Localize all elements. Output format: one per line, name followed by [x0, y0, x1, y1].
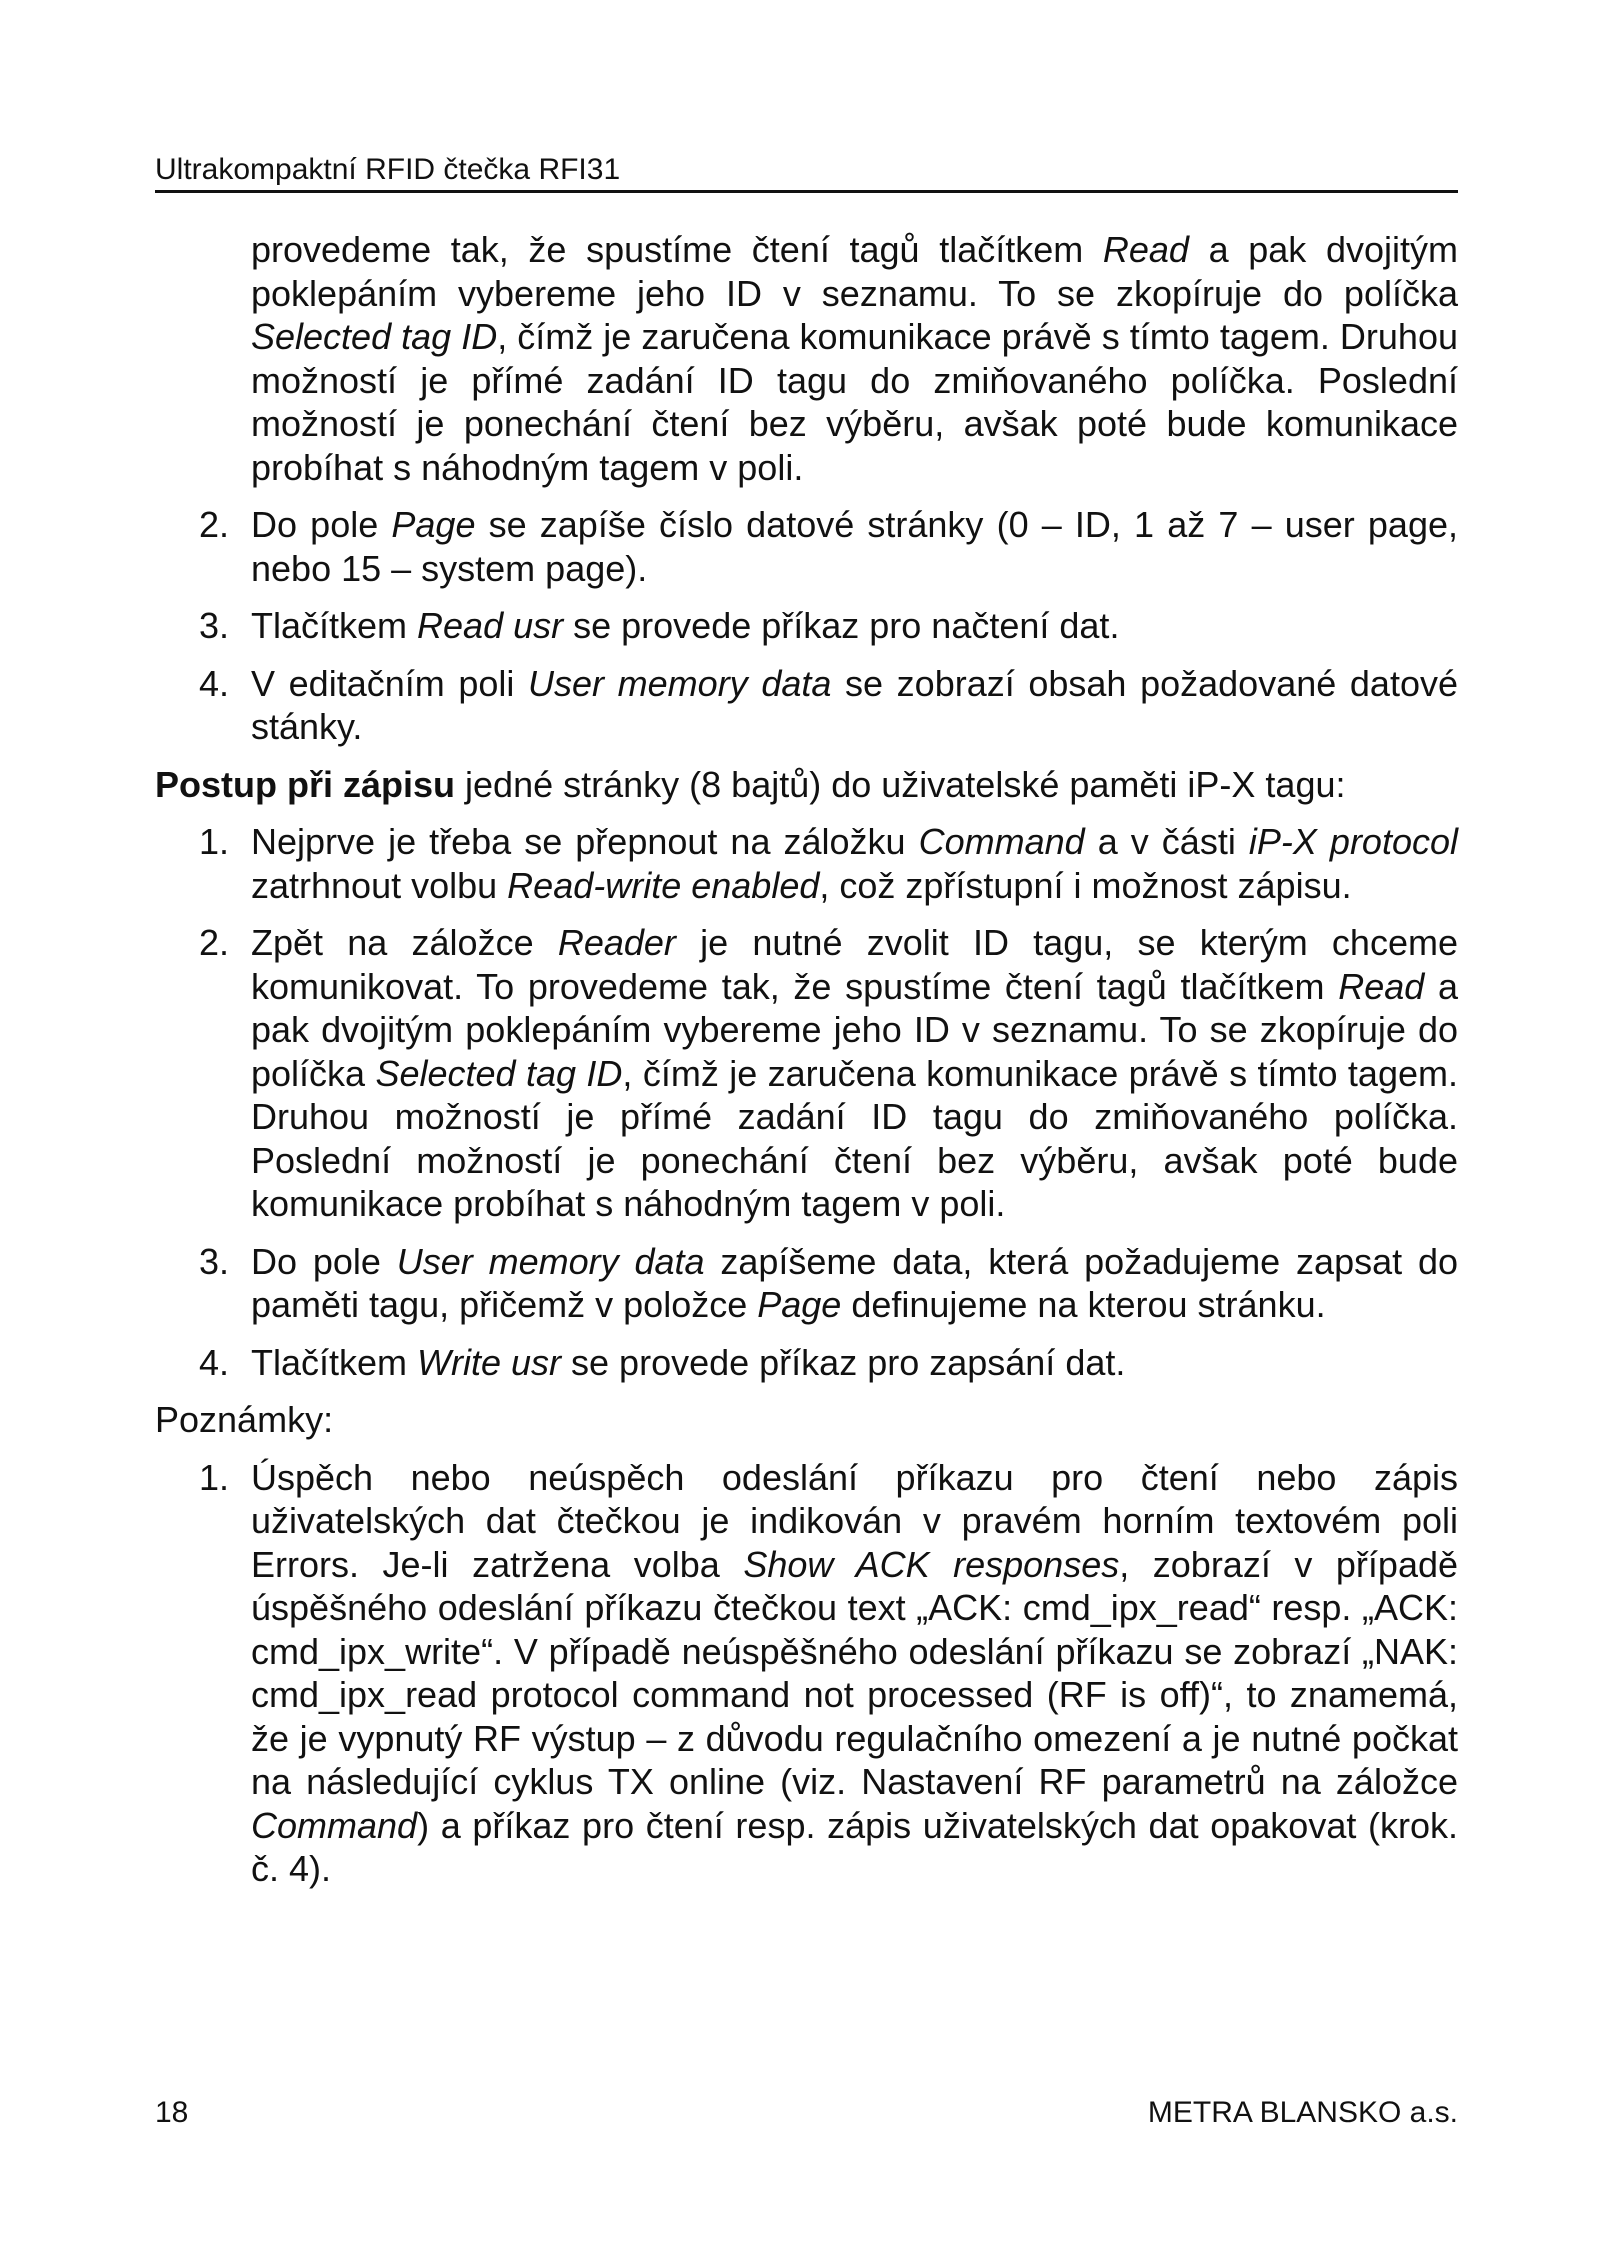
text-span: , čímž je zaručena komunikace právě s tímto tagem. Druhou možností je přímé zadání ID tagu do zmiňovaného políčka. Poslední možností je ponechání čtení bez výběru, avšak poté bude komunikace probíhat s náhodným tagem v poli. — [251, 1052, 1458, 1224]
list-item-write-step-1 — [155, 820, 1458, 907]
text-span: Tlačítkem — [251, 1341, 418, 1383]
italic-term: Selected tag ID — [375, 1052, 623, 1094]
text-span: Do pole — [251, 1240, 397, 1282]
italic-term: Read — [1338, 965, 1425, 1007]
text-span: Do pole — [251, 504, 392, 545]
list-number: 1. — [199, 821, 230, 862]
notes-heading: Poznámky: — [155, 1399, 334, 1440]
list-number: 2. — [199, 504, 230, 545]
text-span: se provede příkaz pro načtení dat. — [563, 605, 1120, 646]
italic-term: Read-write enabled — [507, 864, 820, 906]
text-span: , zobrazí v případě úspěšného odeslání příkazu čtečkou text „ACK: cmd_ipx_read“ resp. „ACK: cmd_ipx_write“. V případě neúspěšného odeslání příkazu se zobrazí „NAK: cmd_ipx_read protocol command not processed (RF is off)“, to znamemá, že je vypnutý RF výstup – z důvodu regulačního omezení a je nutné počkat na následující cyklus TX online (viz. Nastavení RF parametrů na záložce — [251, 1543, 1459, 1802]
continued-step-paragraph — [251, 228, 1458, 489]
text-span: a pak dvojitým poklepáním vybereme jeho ID v seznamu. To se zkopíruje do políčka — [251, 965, 1458, 1094]
text-span: Nejprve je třeba se přepnout na záložku — [251, 821, 919, 862]
italic-term: Reader — [557, 922, 676, 963]
text-span: definujeme na kterou stránku. — [841, 1284, 1326, 1325]
write-procedure-heading — [155, 763, 1458, 807]
running-header: Ultrakompaktní RFID čtečka RFI31 — [155, 150, 1458, 193]
list-item-write-step-4 — [155, 1341, 1458, 1385]
list-item-write-step-2 — [155, 921, 1458, 1226]
list-number: 4. — [199, 1341, 230, 1383]
text-span: zatrhnout volbu — [251, 864, 508, 906]
bold-heading-text: Postup při zápisu — [155, 763, 456, 805]
italic-term: User memory data — [528, 662, 832, 704]
italic-term: Read usr — [417, 605, 564, 646]
list-item-read-step-4 — [155, 662, 1458, 749]
list-number: 3. — [199, 605, 230, 646]
list-number: 3. — [199, 1240, 230, 1282]
text-span: Úspěch nebo neúspěch odeslání příkazu pro čtení nebo zápis uživatelských dat čtečkou je indikován v pravém horním textovém poli Errors. Je-li zatržena volba — [251, 1456, 1458, 1585]
footer-company: METRA BLANSKO a.s. — [1147, 2096, 1458, 2129]
italic-term: Command — [251, 1804, 418, 1846]
text-span: V editačním poli — [251, 662, 529, 704]
list-item-write-step-3 — [155, 1240, 1458, 1327]
text-span: , což zpřístupní i možnost zápisu. — [819, 864, 1352, 906]
text-span: Zpět na záložce — [251, 922, 558, 963]
list-number: 2. — [199, 922, 230, 963]
text-span: je nutné zvolit ID tagu, se kterým chceme komunikovat. To provedeme tak, že spustíme čtení tagů tlačítkem — [251, 922, 1458, 1007]
italic-term: User memory data — [396, 1240, 705, 1282]
text-span: ) a příkaz pro čtení resp. zápis uživatelských dat opakovat (krok. č. 4). — [251, 1804, 1458, 1889]
page-content — [155, 228, 1458, 1891]
text-span: jedné stránky (8 bajtů) do uživatelské paměti iP-X tagu: — [455, 763, 1346, 805]
list-item-note-1 — [155, 1456, 1458, 1891]
text-span: se zobrazí obsah požadované datové stánky. — [251, 662, 1458, 747]
page-number: 18 — [155, 2096, 189, 2129]
italic-term: Show ACK responses — [743, 1543, 1120, 1585]
text-span: a v části — [1084, 821, 1249, 862]
text-span: a pak dvojitým poklepáním vybereme jeho ID v seznamu. To se zkopíruje do políčka — [251, 229, 1458, 314]
list-number: 4. — [199, 662, 230, 704]
list-item-read-step-2 — [155, 503, 1458, 590]
list-number: 1. — [199, 1456, 230, 1498]
list-item-read-step-3 — [155, 604, 1458, 648]
italic-term: Read — [1102, 229, 1189, 270]
text-span: , čímž je zaručena komunikace právě s tímto tagem. Druhou možností je přímé zadání ID tagu do zmiňovaného políčka. Poslední možností je ponechání čtení bez výběru, avšak poté bude komunikace probíhat s náhodným tagem v poli. — [251, 316, 1458, 488]
text-span: Tlačítkem — [251, 605, 418, 646]
italic-term: Write usr — [417, 1341, 562, 1383]
italic-term: Command — [918, 821, 1085, 862]
italic-term: Selected tag ID — [251, 316, 498, 357]
text-span: provedeme tak, že spustíme čtení tagů tlačítkem — [251, 229, 1103, 270]
text-span: zapíšeme data, která požadujeme zapsat do paměti tagu, přičemž v položce — [251, 1240, 1458, 1325]
text-span: se zapíše číslo datové stránky (0 – ID, 1 až 7 – user page, nebo 15 – system page). — [251, 504, 1459, 589]
text-span: se provede příkaz pro zapsání dat. — [561, 1341, 1126, 1383]
italic-term: iP-X protocol — [1248, 821, 1458, 862]
italic-term: Page — [757, 1284, 842, 1325]
italic-term: Page — [391, 504, 476, 545]
